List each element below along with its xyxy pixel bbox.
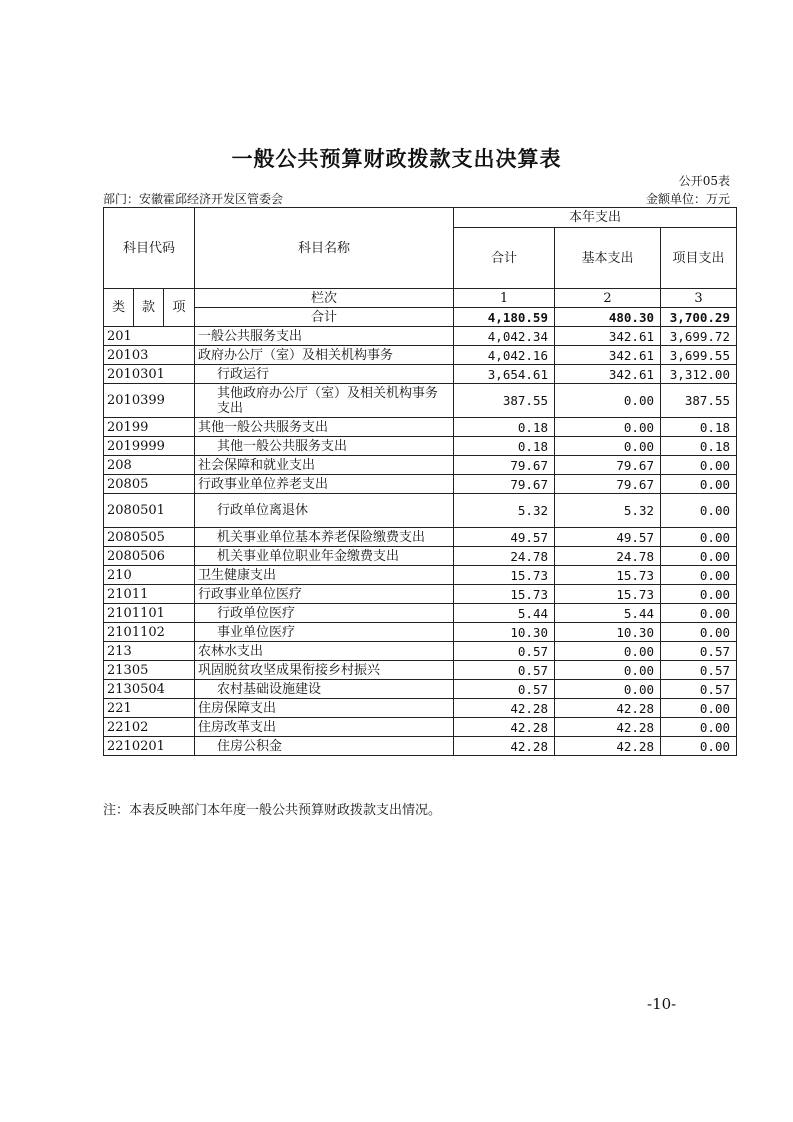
row-project: 0.00	[661, 566, 737, 585]
row-code: 20805	[104, 475, 195, 494]
table-row	[104, 346, 737, 365]
row-code: 21011	[104, 585, 195, 604]
row-basic: 0.00	[555, 642, 661, 661]
row-name: 农林水支出	[195, 642, 454, 661]
table-row	[104, 642, 737, 661]
row-project: 0.00	[661, 528, 737, 547]
row-project: 0.00	[661, 623, 737, 642]
table-row	[104, 699, 737, 718]
row-basic: 79.67	[555, 456, 661, 475]
row-basic: 10.30	[555, 623, 661, 642]
row-project: 0.57	[661, 661, 737, 680]
row-project: 0.00	[661, 737, 737, 756]
row-project: 3,312.00	[661, 365, 737, 384]
row-total: 79.67	[454, 456, 555, 475]
row-total: 5.44	[454, 604, 555, 623]
row-name: 机关事业单位基本养老保险缴费支出	[195, 528, 454, 547]
row-name: 行政单位医疗	[195, 604, 454, 623]
row-project: 0.57	[661, 642, 737, 661]
row-name: 社会保障和就业支出	[195, 456, 454, 475]
row-name: 行政运行	[195, 365, 454, 384]
header-lanci: 栏次	[195, 289, 454, 308]
row-code: 21305	[104, 661, 195, 680]
row-name: 住房保障支出	[195, 699, 454, 718]
row-total: 387.55	[454, 384, 555, 418]
row-basic: 342.61	[555, 365, 661, 384]
row-code: 2101101	[104, 604, 195, 623]
row-project: 0.00	[661, 699, 737, 718]
row-total: 0.57	[454, 661, 555, 680]
row-code: 221	[104, 699, 195, 718]
header-subject-code: 科目代码	[104, 208, 195, 289]
table-row	[104, 604, 737, 623]
page-number: -10-	[647, 995, 677, 1013]
row-name: 政府办公厅（室）及相关机构事务	[195, 346, 454, 365]
row-total: 4,042.16	[454, 346, 555, 365]
row-code: 201	[104, 327, 195, 346]
row-name: 行政事业单位养老支出	[195, 475, 454, 494]
row-project: 3,699.72	[661, 327, 737, 346]
row-total: 0.57	[454, 642, 555, 661]
row-code: 2210201	[104, 737, 195, 756]
row-name: 行政单位离退休	[195, 494, 454, 528]
row-basic: 15.73	[555, 585, 661, 604]
row-basic: 24.78	[555, 547, 661, 566]
total-row	[104, 308, 737, 327]
table-row	[104, 718, 737, 737]
table-row	[104, 737, 737, 756]
row-project: 0.00	[661, 494, 737, 528]
row-code: 213	[104, 642, 195, 661]
row-code: 22102	[104, 718, 195, 737]
row-total: 42.28	[454, 737, 555, 756]
table-row	[104, 494, 737, 528]
row-basic: 15.73	[555, 566, 661, 585]
total-project: 3,700.29	[661, 308, 737, 327]
table-row	[104, 528, 737, 547]
row-name: 住房改革支出	[195, 718, 454, 737]
column-index-1: 1	[454, 289, 555, 308]
header-year-expenditure: 本年支出	[454, 208, 737, 228]
row-code: 2101102	[104, 623, 195, 642]
table-row	[104, 437, 737, 456]
row-project: 387.55	[661, 384, 737, 418]
row-total: 10.30	[454, 623, 555, 642]
row-name: 卫生健康支出	[195, 566, 454, 585]
expenditure-table	[103, 207, 737, 756]
row-project: 0.00	[661, 718, 737, 737]
row-total: 24.78	[454, 547, 555, 566]
form-number: 公开05表	[678, 174, 730, 188]
amount-unit-label: 金额单位：万元	[645, 192, 730, 206]
row-basic: 0.00	[555, 680, 661, 699]
column-index-3: 3	[661, 289, 737, 308]
row-basic: 342.61	[555, 346, 661, 365]
table-row	[104, 623, 737, 642]
row-basic: 5.32	[555, 494, 661, 528]
row-total: 79.67	[454, 475, 555, 494]
table-row	[104, 384, 737, 418]
table-row	[104, 327, 737, 346]
row-name: 农村基础设施建设	[195, 680, 454, 699]
row-name: 巩固脱贫攻坚成果衔接乡村振兴	[195, 661, 454, 680]
row-total: 42.28	[454, 699, 555, 718]
header-project: 项目支出	[661, 228, 737, 289]
row-basic: 79.67	[555, 475, 661, 494]
row-basic: 0.00	[555, 661, 661, 680]
row-name: 事业单位医疗	[195, 623, 454, 642]
table-row	[104, 661, 737, 680]
row-name: 住房公积金	[195, 737, 454, 756]
row-total: 49.57	[454, 528, 555, 547]
row-code: 20199	[104, 418, 195, 437]
row-code: 210	[104, 566, 195, 585]
row-total: 0.57	[454, 680, 555, 699]
header-basic: 基本支出	[555, 228, 661, 289]
table-note: 注：本表反映部门本年度一般公共预算财政拨款支出情况。	[103, 803, 442, 818]
row-code: 2130504	[104, 680, 195, 699]
total-label: 合计	[195, 308, 454, 327]
total-basic: 480.30	[555, 308, 661, 327]
row-basic: 42.28	[555, 737, 661, 756]
header-kuan: 款	[134, 289, 164, 327]
row-project: 0.00	[661, 547, 737, 566]
column-index-2: 2	[555, 289, 661, 308]
row-basic: 42.28	[555, 718, 661, 737]
table-row	[104, 475, 737, 494]
row-basic: 49.57	[555, 528, 661, 547]
row-name: 机关事业单位职业年金缴费支出	[195, 547, 454, 566]
row-project: 0.57	[661, 680, 737, 699]
total-sum: 4,180.59	[454, 308, 555, 327]
row-project: 3,699.55	[661, 346, 737, 365]
row-project: 0.00	[661, 475, 737, 494]
row-project: 0.00	[661, 456, 737, 475]
table-row	[104, 566, 737, 585]
row-code: 208	[104, 456, 195, 475]
row-project: 0.18	[661, 418, 737, 437]
row-basic: 42.28	[555, 699, 661, 718]
page-title: 一般公共预算财政拨款支出决算表	[231, 147, 562, 171]
row-total: 42.28	[454, 718, 555, 737]
row-name: 其他一般公共服务支出	[195, 437, 454, 456]
header-lei: 类	[104, 289, 134, 327]
table-row	[104, 365, 737, 384]
table-row	[104, 680, 737, 699]
header-total: 合计	[454, 228, 555, 289]
row-total: 5.32	[454, 494, 555, 528]
row-code: 2080506	[104, 547, 195, 566]
row-total: 15.73	[454, 585, 555, 604]
row-total: 0.18	[454, 437, 555, 456]
table-row	[104, 418, 737, 437]
department-label: 部门：安徽霍邱经济开发区管委会	[103, 192, 284, 206]
row-basic: 0.00	[555, 384, 661, 418]
row-project: 0.00	[661, 585, 737, 604]
row-project: 0.18	[661, 437, 737, 456]
row-code: 2019999	[104, 437, 195, 456]
row-basic: 5.44	[555, 604, 661, 623]
row-code: 2080505	[104, 528, 195, 547]
row-name: 行政事业单位医疗	[195, 585, 454, 604]
row-name: 其他一般公共服务支出	[195, 418, 454, 437]
row-name: 其他政府办公厅（室）及相关机构事务支出	[195, 384, 454, 418]
row-project: 0.00	[661, 604, 737, 623]
row-code: 20103	[104, 346, 195, 365]
table-row	[104, 585, 737, 604]
row-total: 0.18	[454, 418, 555, 437]
row-basic: 0.00	[555, 418, 661, 437]
row-name: 一般公共服务支出	[195, 327, 454, 346]
header-subject-name: 科目名称	[195, 208, 454, 289]
row-basic: 342.61	[555, 327, 661, 346]
row-total: 3,654.61	[454, 365, 555, 384]
row-code: 2080501	[104, 494, 195, 528]
row-total: 15.73	[454, 566, 555, 585]
row-code: 2010301	[104, 365, 195, 384]
header-xiang: 项	[164, 289, 195, 327]
row-total: 4,042.34	[454, 327, 555, 346]
row-basic: 0.00	[555, 437, 661, 456]
row-code: 2010399	[104, 384, 195, 418]
table-row	[104, 456, 737, 475]
table-row	[104, 547, 737, 566]
